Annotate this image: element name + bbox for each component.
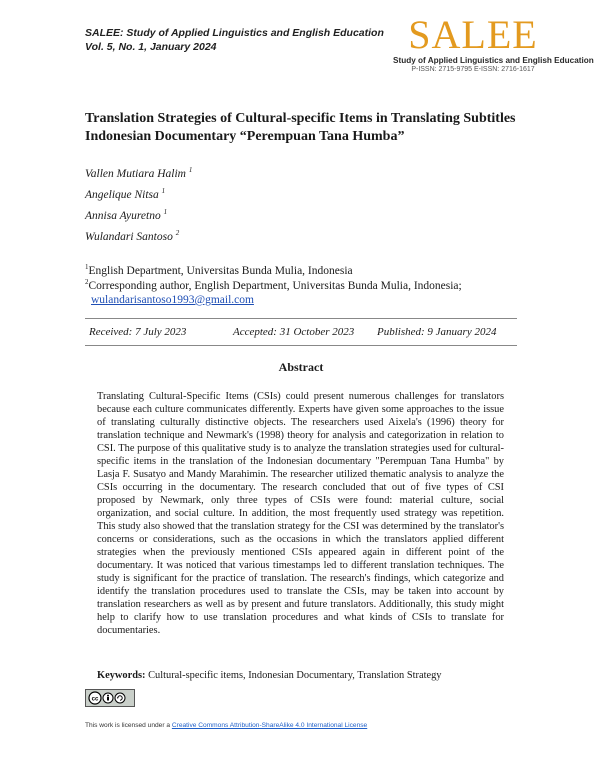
author [85,167,192,188]
affiliation-text: Corresponding author, English Department, Universitas Bunda Mulia, Indonesia; [88,279,462,292]
author-name: Annisa Ayuretno [85,210,161,222]
author-sup: 1 [161,187,166,196]
divider-bottom [85,345,517,346]
divider-top [85,318,517,319]
keywords [97,670,441,681]
cc-by-sa-icon [88,691,132,705]
license-prefix: This work is licensed under a [85,722,171,729]
author [85,188,192,209]
affiliation-text: English Department, Universitas Bunda Mulia, Indonesia [88,265,353,277]
corresponding-email-link[interactable]: wulandarisantoso1993@gmail.com [91,294,254,306]
svg-text:cc: cc [91,696,99,703]
published-date: Published: 9 January 2024 [377,326,497,338]
paper-title: Translation Strategies of Cultural-specific Items in Translating Subtitles Indonesian Documentary “Perempuan Tana Humba” [85,111,516,144]
author-name: Wulandari Santoso [85,231,173,243]
logo-wordmark: SALEE [408,12,538,57]
affiliation-sup: 2 [85,277,89,286]
license-link[interactable]: Creative Commons Attribution-ShareAlike 4.0 International License [171,722,368,729]
keywords-label: Keywords: [97,670,146,681]
author-sup: 1 [188,166,193,175]
author-list [85,167,192,251]
journal-header [85,26,384,54]
logo-subtitle: Study of Applied Linguistics and English Education [393,56,594,65]
author [85,209,192,230]
affiliation [85,264,462,279]
keywords-text: Cultural-specific items, Indonesian Documentary, Translation Strategy [148,670,442,681]
author-sup: 2 [175,229,180,238]
author-sup: 1 [163,208,168,217]
journal-logo [393,12,594,73]
journal-issue: Vol. 5, No. 1, January 2024 [85,41,217,53]
abstract-heading: Abstract [278,360,324,374]
affiliation-sup: 1 [85,263,89,272]
received-date: Received: 7 July 2023 [89,326,187,338]
accepted-date: Accepted: 31 October 2023 [233,326,355,338]
affiliation [85,279,462,294]
affiliations [85,264,462,308]
abstract-body: Translating Cultural-Specific Items (CSIs) could present numerous challenges for translators because each culture communicates differently. Experts have given some approaches to the issue of translating culturally distinctive objects. The researchers used Aixela's (1996) theory for translation technique and Newmark's (1998) theory for analysis and categorization in relation to CSI. The purpose of this qualitative study is to analyze the translation strategies used for cultural-specific items in the translation of the Indonesian documentary "Perempuan Tana Humba" by Lasja F. Susatyo and Mandy Marahimin. The researcher utilized thematic analysis to analyze the CSIs occurring in the documentary. The research concluded that out of five types of CSI proposed by Newmark, only three types of CSIs were found: material culture, social organization, and social culture. In addition, the most frequently used strategy was repetition. This study also showed that the translation strategy for the CSI was determined by the translator's concerns or considerations, such as the occasions in which the translators applied different strategies when the previously mentioned CSIs appeared again in different point of the documentary. It was noticed that various timestamps led to different translation techniques. The study is significant for the practice of translation. The research's findings, which categorize and identify the translation procedures used to translate the CSIs, may be taken into account by translation researchers as well as by present and future translators. Additionally, this study might help to clarify how to use translation procedures and what kinds of CSIs to translate for documentaries. [97,391,504,636]
author-name: Vallen Mutiara Halim [85,168,186,180]
cc-license-badge[interactable] [85,689,135,707]
journal-name: SALEE: Study of Applied Linguistics and English Education [85,27,384,39]
author-name: Angelique Nitsa [85,189,159,201]
logo-issn: P-ISSN: 2715-9795 E-ISSN: 2716-1617 [411,66,535,73]
author [85,230,192,251]
license-notice [85,722,367,729]
